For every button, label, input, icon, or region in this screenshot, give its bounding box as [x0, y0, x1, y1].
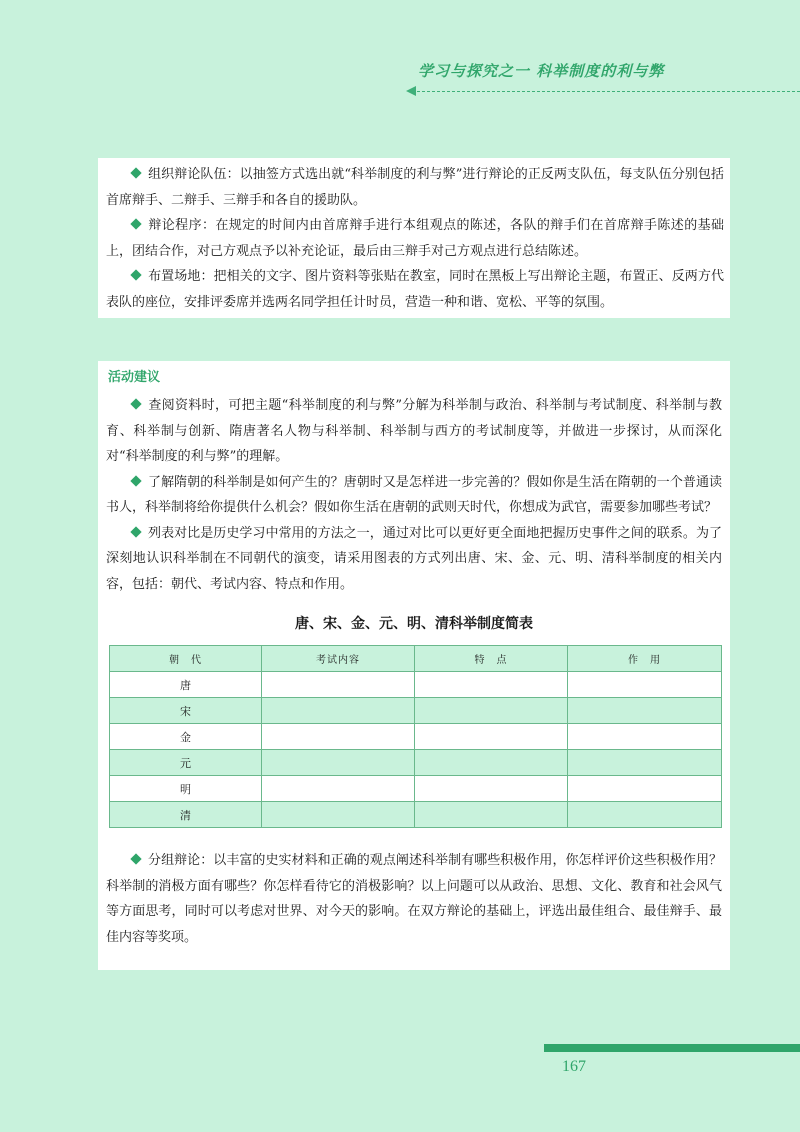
- dynasty-cell: 宋: [110, 698, 262, 724]
- diamond-bullet-icon: [130, 167, 141, 178]
- list-item: 列表对比是历史学习中常用的方法之一，通过对比可以更好更全面地把握历史事件之间的联系。为了深刻地认识科举制在不同朝代的演变，请采用图表的方式列出唐、宋、金、元、明、清科举制度的相关内容，包括：朝代、考试内容、特点和作用。: [106, 525, 722, 592]
- column-header: 作 用: [568, 646, 722, 672]
- empty-cell: [415, 698, 568, 724]
- diamond-bullet-icon: [130, 398, 141, 409]
- empty-cell: [568, 698, 722, 724]
- empty-cell: [262, 698, 415, 724]
- column-header: 朝 代: [110, 646, 262, 672]
- list-item: 布置场地：把相关的文字、图片资料等张贴在教室，同时在黑板上写出辩论主题，布置正、反两方代表队的座位，安排评委席并选两名同学担任计时员，营造一种和谐、宽松、平等的氛围。: [106, 269, 724, 310]
- empty-cell: [415, 724, 568, 750]
- empty-cell: [415, 802, 568, 828]
- empty-cell: [568, 802, 722, 828]
- suggestions-box: [98, 361, 730, 970]
- empty-cell: [415, 750, 568, 776]
- empty-cell: [415, 672, 568, 698]
- empty-cell: [262, 724, 415, 750]
- empty-cell: [568, 672, 722, 698]
- diamond-bullet-icon: [130, 853, 141, 864]
- table-header-row: [110, 646, 722, 672]
- table-row: [110, 698, 722, 724]
- column-header: 考试内容: [262, 646, 415, 672]
- empty-cell: [568, 724, 722, 750]
- list-item: 分组辩论：以丰富的史实材料和正确的观点阐述科举制有哪些积极作用，你怎样评价这些积极作用？科举制的消极方面有哪些？你怎样看待它的消极影响？以上问题可以从政治、思想、文化、教育和社会风气等方面思考，同时可以考虑对世界、对今天的影响。在双方辩论的基础上，评选出最佳组合、最佳辩手、最佳内容等奖项。: [106, 853, 722, 945]
- dynasty-table: [109, 645, 722, 828]
- diamond-bullet-icon: [130, 475, 141, 486]
- page-number: 167: [562, 1058, 586, 1075]
- empty-cell: [568, 776, 722, 802]
- empty-cell: [262, 776, 415, 802]
- dynasty-cell: 金: [110, 724, 262, 750]
- dynasty-cell: 明: [110, 776, 262, 802]
- table-title: 唐、宋、金、元、明、清科举制度简表: [295, 616, 533, 632]
- list-item: 组织辩论队伍：以抽签方式选出就“科举制度的利与弊”进行辩论的正反两支队伍，每支队伍分别包括首席辩手、二辩手、三辩手和各自的援助队。: [106, 167, 724, 208]
- diamond-bullet-icon: [130, 269, 141, 280]
- dynasty-cell: 清: [110, 802, 262, 828]
- diamond-bullet-icon: [130, 218, 141, 229]
- table-row: [110, 802, 722, 828]
- procedure-box: [98, 158, 730, 318]
- header-title: 学习与探究之一 科举制度的利与弊: [418, 62, 665, 80]
- header-divider: [412, 91, 800, 92]
- table-row: [110, 750, 722, 776]
- empty-cell: [262, 672, 415, 698]
- list-item: 辩论程序：在规定的时间内由首席辩手进行本组观点的陈述，各队的辩手们在首席辩手陈述的基础上，团结合作，对己方观点予以补充论证，最后由三辩手对己方观点进行总结陈述。: [106, 218, 724, 259]
- section-title: 活动建议: [108, 370, 161, 385]
- empty-cell: [415, 776, 568, 802]
- column-header: 特 点: [415, 646, 568, 672]
- table-row: [110, 672, 722, 698]
- list-item: 查阅资料时，可把主题“科举制度的利与弊”分解为科举制与政治、科举制与考试制度、科举制与教育、科举制与创新、隋唐著名人物与科举制、科举制与西方的考试制度等，并做进一步探讨，从而深化对“科举制度的利与弊”的理解。: [106, 398, 722, 464]
- empty-cell: [262, 750, 415, 776]
- table-row: [110, 724, 722, 750]
- dynasty-cell: 元: [110, 750, 262, 776]
- footer-bar: [544, 1044, 800, 1052]
- empty-cell: [568, 750, 722, 776]
- empty-cell: [262, 802, 415, 828]
- dynasty-cell: 唐: [110, 672, 262, 698]
- diamond-bullet-icon: [130, 526, 141, 537]
- table-row: [110, 776, 722, 802]
- list-item: 了解隋朝的科举制是如何产生的？唐朝时又是怎样进一步完善的？假如你是生活在隋朝的一个普通读书人，科举制将给你提供什么机会？假如你生活在唐朝的武则天时代，你想成为武官，需要参加哪些考试？: [106, 474, 722, 515]
